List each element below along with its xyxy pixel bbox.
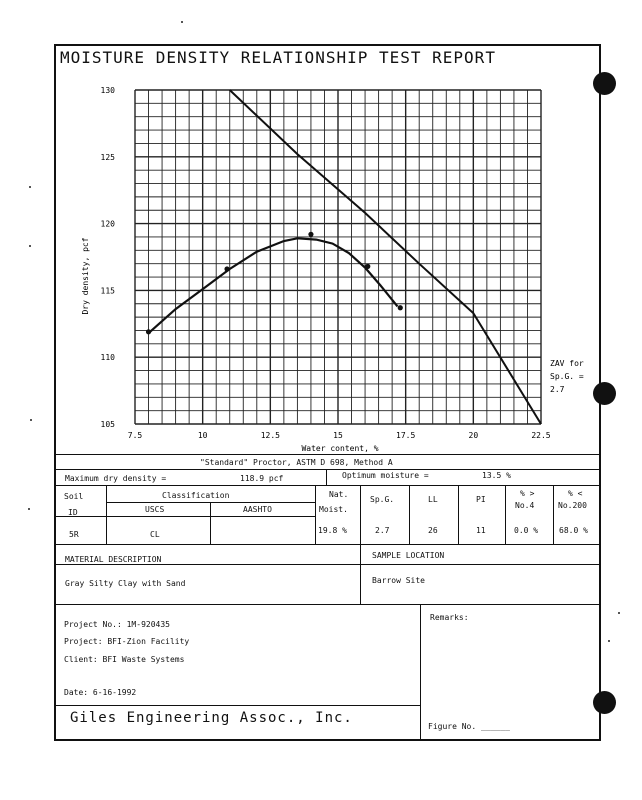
sample-header: SAMPLE LOCATION: [372, 551, 445, 560]
row-no4: 0.0 %: [514, 526, 539, 535]
y-tick-label: 120: [100, 219, 115, 229]
test-point-marker: [146, 329, 151, 334]
company-name: Giles Engineering Assoc., Inc.: [70, 710, 353, 726]
rule: [505, 485, 506, 544]
material-header: MATERIAL DESCRIPTION: [65, 555, 162, 564]
x-tick-label: 15: [333, 431, 343, 440]
rule: [553, 485, 554, 544]
optimum-moisture-value: 13.5 %: [482, 471, 511, 480]
header-moist: Moist.: [319, 505, 348, 514]
test-point-marker: [308, 232, 313, 237]
rule: [55, 705, 420, 706]
header-nat: Nat.: [329, 490, 349, 499]
optimum-moisture-label: Optimum moisture =: [342, 471, 429, 480]
zav-label-line2: Sp.G. =: [550, 372, 584, 381]
max-dry-density-value: 118.9 pcf: [240, 474, 284, 483]
scan-speck: [28, 508, 30, 510]
header-spg: Sp.G.: [370, 495, 395, 504]
row-pi: 11: [476, 526, 486, 535]
row-no200: 68.0 %: [559, 526, 588, 535]
header-no4-a: % >: [520, 489, 535, 498]
header-pi: PI: [476, 495, 486, 504]
rule: [55, 469, 600, 470]
x-axis-label: Water content, %: [301, 444, 379, 453]
test-point-marker: [398, 305, 403, 310]
y-tick-label: 125: [100, 152, 115, 162]
rule: [420, 604, 421, 740]
figure-number: Figure No. ______: [428, 722, 510, 731]
rule: [55, 516, 315, 517]
zav-line: [230, 90, 541, 424]
x-tick-label: 7.5: [127, 431, 143, 440]
rule: [360, 485, 361, 604]
report-title: MOISTURE DENSITY RELATIONSHIP TEST REPORT: [60, 48, 496, 67]
rule: [409, 485, 410, 544]
rule: [326, 469, 327, 485]
scan-speck: [608, 640, 610, 642]
rule: [106, 485, 107, 544]
row-uscs: CL: [150, 530, 160, 539]
project-client: Client: BFI Waste Systems: [64, 655, 185, 664]
header-uscs: USCS: [145, 505, 165, 514]
chart-series: [146, 90, 541, 424]
x-tick-label: 12.5: [260, 431, 280, 440]
y-axis-label: Dry density, pcf: [81, 237, 90, 315]
project-number: Project No.: 1M-920435: [64, 620, 170, 629]
rule: [55, 604, 600, 605]
x-tick-label: 20: [468, 431, 479, 440]
chart-ticks: [101, 86, 551, 440]
header-no200-b: No.200: [558, 501, 587, 510]
chart-grid: [135, 90, 541, 424]
test-point-marker: [365, 264, 370, 269]
rule: [315, 485, 316, 544]
header-no200-a: % <: [568, 489, 583, 498]
project-name: Project: BFI-Zion Facility: [64, 637, 190, 646]
row-soil-id: 5R: [69, 530, 79, 539]
header-soil: Soil: [64, 492, 84, 501]
x-tick-label: 22.5: [531, 431, 551, 440]
rule: [55, 454, 600, 455]
rule: [458, 485, 459, 544]
rule: [55, 544, 600, 545]
x-tick-label: 10: [197, 431, 208, 440]
proctor-method: "Standard" Proctor, ASTM D 698, Method A: [200, 458, 393, 467]
max-dry-density-label: Maximum dry density =: [65, 474, 167, 483]
compaction-curve-line: [149, 238, 398, 333]
test-point-marker: [224, 266, 229, 271]
x-tick-label: 17.5: [396, 431, 416, 440]
y-tick-label: 115: [100, 286, 115, 296]
scan-speck: [618, 612, 620, 614]
row-ll: 26: [428, 526, 438, 535]
header-classification: Classification: [162, 491, 230, 500]
row-spg: 2.7: [375, 526, 390, 535]
project-date: Date: 6-16-1992: [64, 688, 137, 697]
y-tick-label: 110: [100, 353, 115, 363]
header-aashto: AASHTO: [243, 505, 272, 514]
y-tick-label: 130: [100, 86, 115, 95]
zav-label-line3: 2.7: [550, 385, 565, 394]
zav-label-line1: ZAV for: [550, 359, 584, 368]
row-nat-moist: 19.8 %: [318, 526, 347, 535]
rule: [210, 502, 211, 544]
header-id: ID: [68, 508, 78, 517]
y-tick-label: 105: [100, 420, 115, 429]
header-ll: LL: [428, 495, 438, 504]
remarks-label: Remarks:: [430, 613, 469, 622]
sample-value: Barrow Site: [372, 576, 425, 585]
material-value: Gray Silty Clay with Sand: [65, 579, 186, 588]
rule: [55, 485, 600, 486]
header-no4-b: No.4: [515, 501, 535, 510]
